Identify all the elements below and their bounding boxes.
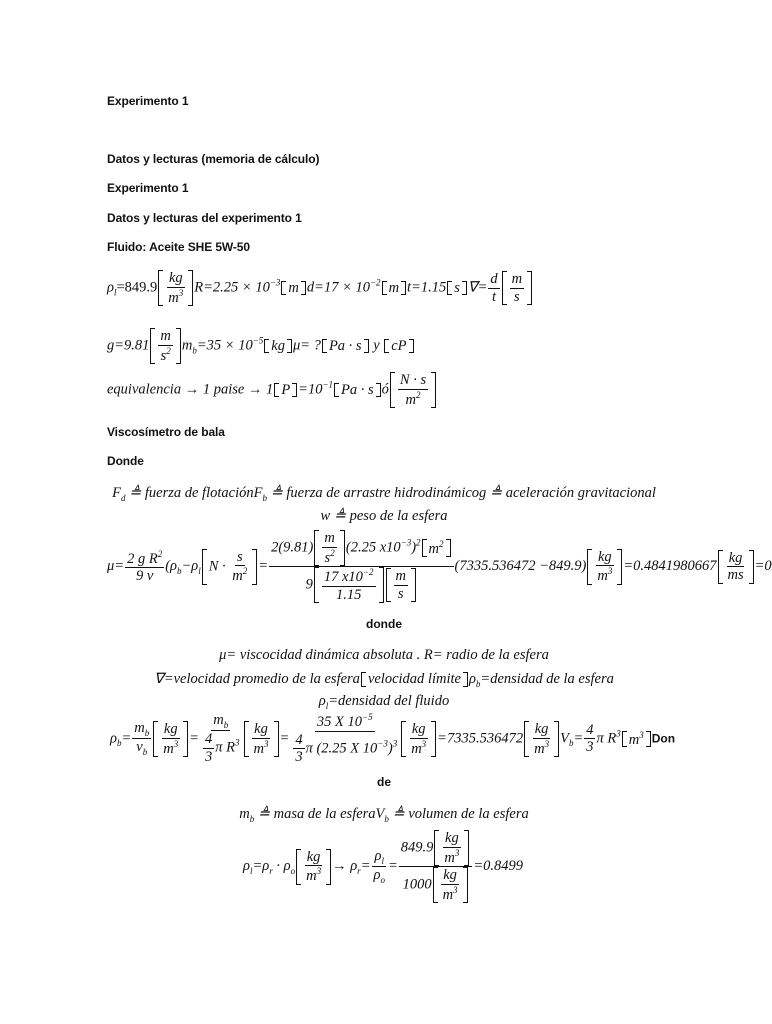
heading-experimento-2: Experimento 1 — [107, 181, 189, 195]
heading-datos-lecturas: Datos y lecturas del experimento 1 — [107, 211, 302, 225]
heading-donde: Donde — [107, 454, 144, 468]
heading-datos-memoria: Datos y lecturas (memoria de cálculo) — [107, 152, 320, 166]
definitions-forces: $F_d$ ≜ fuerza de flotaciónF$_b$ ≜ fuerza de arrastre hidrodinámicog ≜ aceleración gravitacional — [112, 485, 656, 503]
heading-fluido: Fluido: Aceite SHE 5W-50 — [107, 240, 250, 254]
equation-data-2: g=9.81 $\frac{m}{s^2}$ $m_b=35 \times 10^{-5}$ kg μ= ? Pa · s y cP — [107, 328, 415, 364]
label-de: de — [376, 775, 391, 789]
equation-relative-density: $\rho_l=\rho_r \cdot \rho_o$ $\frac{kg}{m^3}$ → $\rho_r=$ $\frac{\rho_l}{\rho_o}$ = 849.9 $\frac{kg}{m^3}$ 1000 $\frac{kg}{m^3}$ =0.8499 — [243, 830, 524, 903]
definition-weight: w ≜ peso de la esfera — [320, 508, 448, 524]
definition-fluid-density: $\rho_l=densidad$ del fluido — [318, 693, 450, 711]
equation-data-1: $\rho_l=849.9$ $\frac{kg}{m^3}$ $R=2.25 \times 10^{-3}$ m $d=17 \times 10^{-2}$ m t=1.15 s ∇= $\frac{d}{t}$ $\frac{m}{s}$ — [107, 270, 533, 306]
equation-viscosity: μ= $\frac{2 g R^2}{9 \overline{v}}$ ($\rho_b-\rho_l$ N · $\frac{s}{m^2}$ = 2(9.81) $\frac{m}{s^2}$ (2.25 $x10^{-3})^2$ $m^2$ 9 $\frac{17 x10^{-2}}{1.15}$ $\frac{m}{s}$ (7335.536472 −849.9) $\frac{kg}{m^3}$ =0.4841980667 $\frac{kg}{ms}$ =0 — [107, 530, 772, 603]
equation-sphere-density: $\rho_b=$ $\frac{m_b}{v_b}$ $\frac{kg}{m^3}$ = $m_b$ $\frac{4}{3}$ π $R^3$ $\frac{kg}{m^3}$ = 35 X $10^{-5}$ $\frac{4}{3}$ π (2.25 X $10^{-3})^3$ $\frac{kg}{m^3}$ =7335.536472 $\frac{kg}{m^3}$ $V_b=$ $\frac{4}{3}$ π $R^3$ $m^3$ Don — [110, 712, 676, 766]
definition-mass-volume: $m_b$ ≜ masa de la esferaV$_b$ ≜ volumen de la esfera — [239, 806, 529, 824]
definition-velocity: ∇=velocidad promedio de la esfera velocidad límite $\rho_b=densidad$ de la esfera — [154, 671, 614, 689]
heading-experimento: Experimento 1 — [107, 94, 189, 108]
equation-equivalencia: equivalencia → 1 paise → 1 P $=10^{-1}$ Pa · s ó $\frac{N \cdot s}{m^2}$ — [107, 372, 437, 408]
heading-viscosimetro: Viscosímetro de bala — [107, 425, 225, 439]
definition-viscosity: μ= viscocidad dinámica absoluta . R= radio de la esfera — [219, 647, 549, 663]
label-donde: donde — [366, 617, 402, 631]
